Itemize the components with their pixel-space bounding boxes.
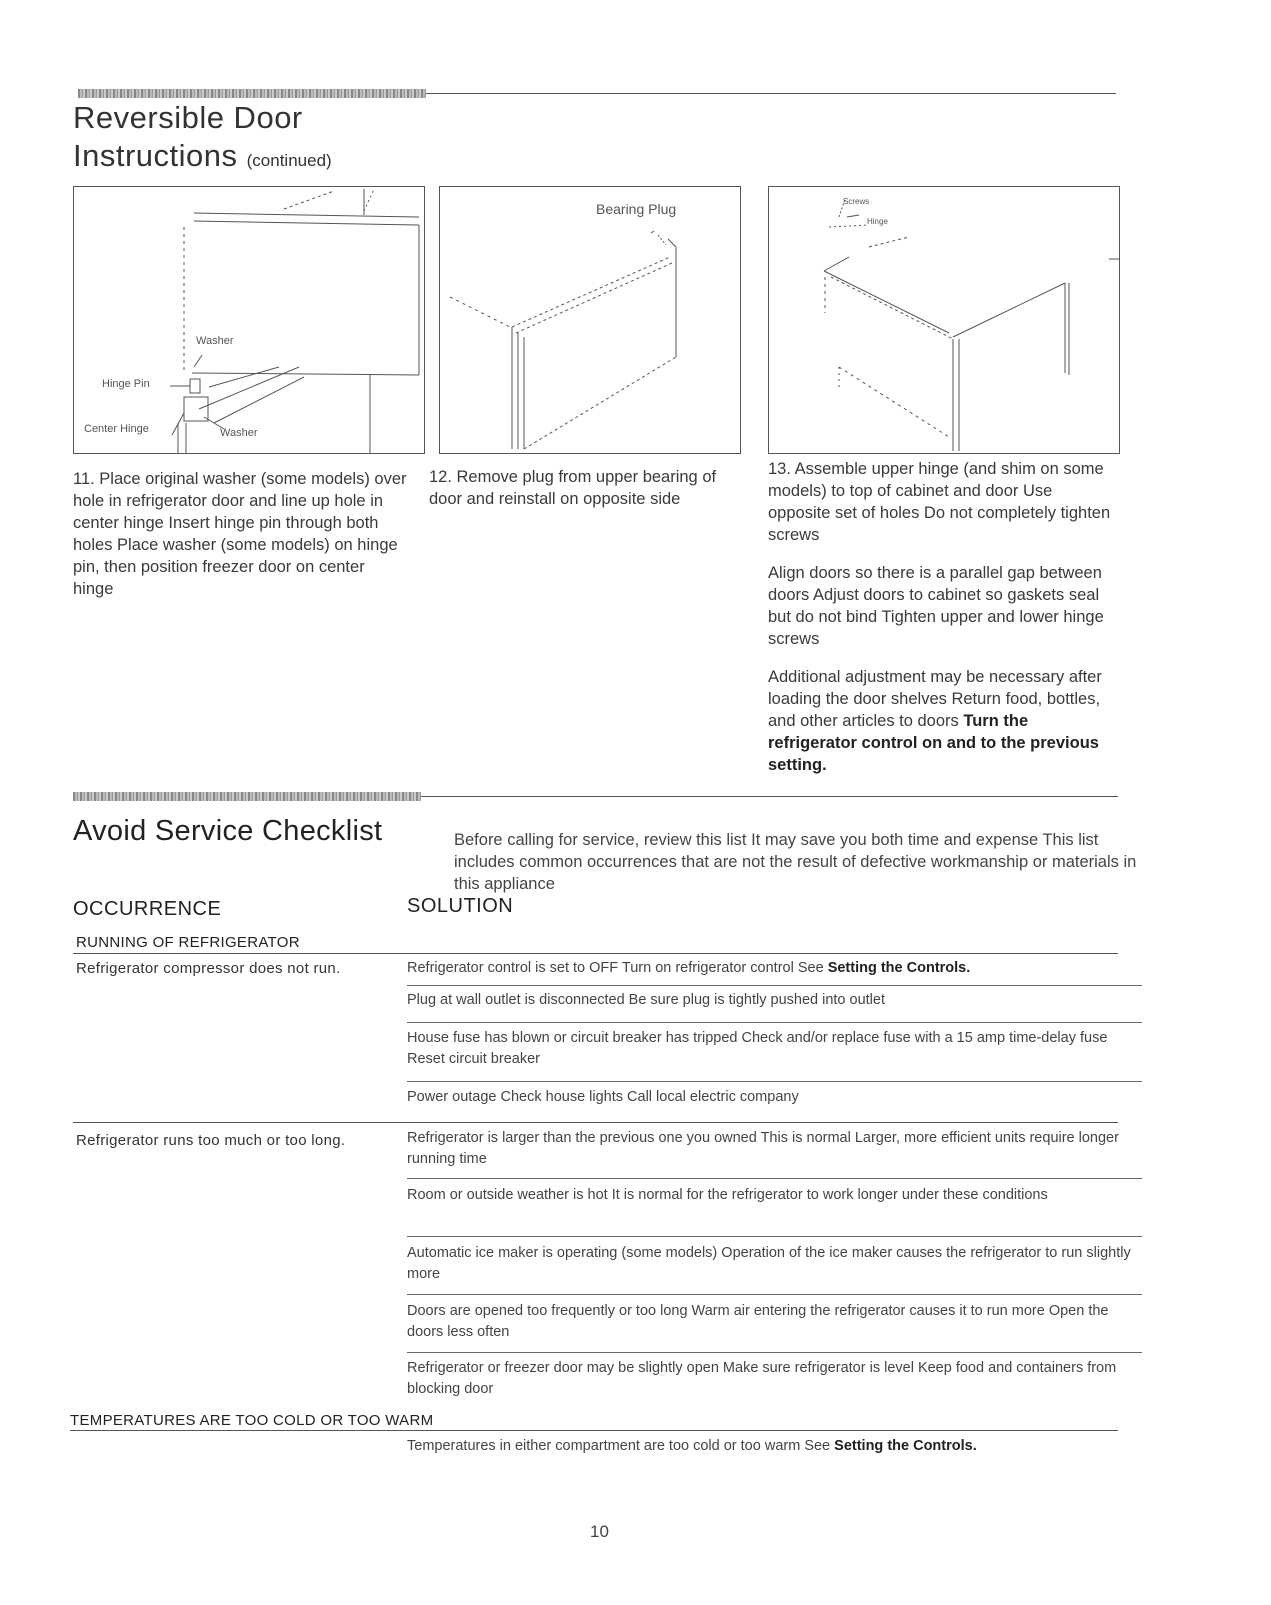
solution-divider xyxy=(407,985,1142,986)
occurrence-rule xyxy=(73,1122,1118,1123)
step-additional xyxy=(768,666,1118,776)
title-suffix: (continued) xyxy=(246,151,332,170)
solution-door-open: Refrigerator or freezer door may be slightly open Make sure refrigerator is level Keep food and containers from blocking door xyxy=(407,1360,1117,1397)
solution-divider xyxy=(407,1352,1142,1353)
figure-upper-hinge-drawing xyxy=(769,187,1119,453)
section-temperatures-rule xyxy=(70,1430,1118,1431)
step-additional-bold: Turn the refrigerator control on and to the previous setting. xyxy=(768,712,1099,774)
solution-plug: Plug at wall outlet is disconnected Be sure plug is tightly pushed into outlet xyxy=(407,992,885,1008)
solution-control-off-link: Setting the Controls. xyxy=(827,960,971,976)
step-additional-text: Additional adjustment may be necessary after loading the door shelves Return food, bottles, and other articles to doors xyxy=(768,668,1102,730)
column-occurrence: OCCURRENCE xyxy=(73,898,222,920)
solution-divider xyxy=(407,1236,1142,1237)
figure-bearing-plug xyxy=(439,186,741,454)
section-running-rule xyxy=(73,953,1118,954)
solution-divider xyxy=(407,1294,1142,1295)
label-center-hinge: Center Hinge xyxy=(84,423,149,435)
solution-control-off xyxy=(407,958,1142,979)
checklist-intro: Before calling for service, review this list It may save you both time and expense This list includes common occurrences that are not the result of defective workmanship or materials in this appliance xyxy=(454,831,1137,893)
figure-bearing-plug-drawing xyxy=(440,187,740,453)
solution-temperatures-link: Setting the Controls. xyxy=(834,1438,977,1454)
solution-doors-opened: Doors are opened too frequently or too long Warm air entering the refrigerator causes it to run more Open the doors less often xyxy=(407,1303,1109,1340)
section-temperatures: TEMPERATURES ARE TOO COLD OR TOO WARM xyxy=(70,1412,434,1429)
occurrence-runs-long: Refrigerator runs too much or too long. xyxy=(76,1132,346,1149)
checklist-decor-bar xyxy=(73,792,421,801)
solution-control-off-text: Refrigerator control is set to OFF Turn on refrigerator control See xyxy=(407,960,824,976)
figure-upper-hinge xyxy=(768,186,1120,454)
column-solution: SOLUTION xyxy=(407,895,514,917)
label-washer-top: Washer xyxy=(196,335,234,347)
step-11: 11. Place original washer (some models) over hole in refrigerator door and line up hole in center hinge Insert hinge pin through both holes Place washer (some models) on hinge pin, then position freezer door on center hinge xyxy=(73,470,407,598)
section-running: RUNNING OF REFRIGERATOR xyxy=(76,934,300,951)
step-align: Align doors so there is a parallel gap between doors Adjust doors to cabinet so gaskets seal but do not bind Tighten upper and lower hinge screws xyxy=(768,564,1104,648)
solution-weather: Room or outside weather is hot It is normal for the refrigerator to work longer under these conditions xyxy=(407,1187,1048,1203)
solution-larger-unit: Refrigerator is larger than the previous one you owned This is normal Larger, more efficient units require longer running time xyxy=(407,1130,1119,1167)
solution-temperatures-text: Temperatures in either compartment are too cold or too warm See xyxy=(407,1438,831,1454)
label-hinge: Hinge xyxy=(867,217,888,226)
step-13: 13. Assemble upper hinge (and shim on some models) to top of cabinet and door Use opposite set of holes Do not completely tighten screws xyxy=(768,460,1111,544)
solution-divider xyxy=(407,1081,1142,1082)
label-hinge-pin: Hinge Pin xyxy=(102,378,150,390)
header-decor-bar xyxy=(78,89,426,98)
step-13-column xyxy=(768,458,1118,792)
checklist-rule xyxy=(421,796,1118,797)
solution-fuse: House fuse has blown or circuit breaker has tripped Check and/or replace fuse with a 15 amp time-delay fuse Reset circuit breaker xyxy=(407,1030,1108,1067)
solution-ice-maker: Automatic ice maker is operating (some models) Operation of the ice maker causes the refrigerator to run slightly more xyxy=(407,1245,1131,1282)
page-number: 10 xyxy=(590,1522,609,1541)
label-bearing-plug: Bearing Plug xyxy=(596,201,677,217)
page-title xyxy=(73,100,303,136)
solution-divider xyxy=(407,1022,1142,1023)
figure-center-hinge xyxy=(73,186,425,454)
solution-power-outage: Power outage Check house lights Call local electric company xyxy=(407,1089,799,1105)
solution-temperatures xyxy=(407,1436,1142,1457)
solution-divider xyxy=(407,1178,1142,1179)
occurrence-compressor: Refrigerator compressor does not run. xyxy=(76,960,341,977)
checklist-title: Avoid Service Checklist xyxy=(73,815,383,847)
header-rule xyxy=(426,93,1116,94)
step-12: 12. Remove plug from upper bearing of door and reinstall on opposite side xyxy=(429,468,717,508)
title-line1: Reversible Door xyxy=(73,100,303,135)
figure-center-hinge-drawing xyxy=(74,187,424,453)
label-screws: Screws xyxy=(843,197,870,206)
title-line2: Instructions xyxy=(73,138,238,173)
page-subtitle xyxy=(73,138,332,174)
label-washer-bottom: Washer xyxy=(220,427,258,439)
